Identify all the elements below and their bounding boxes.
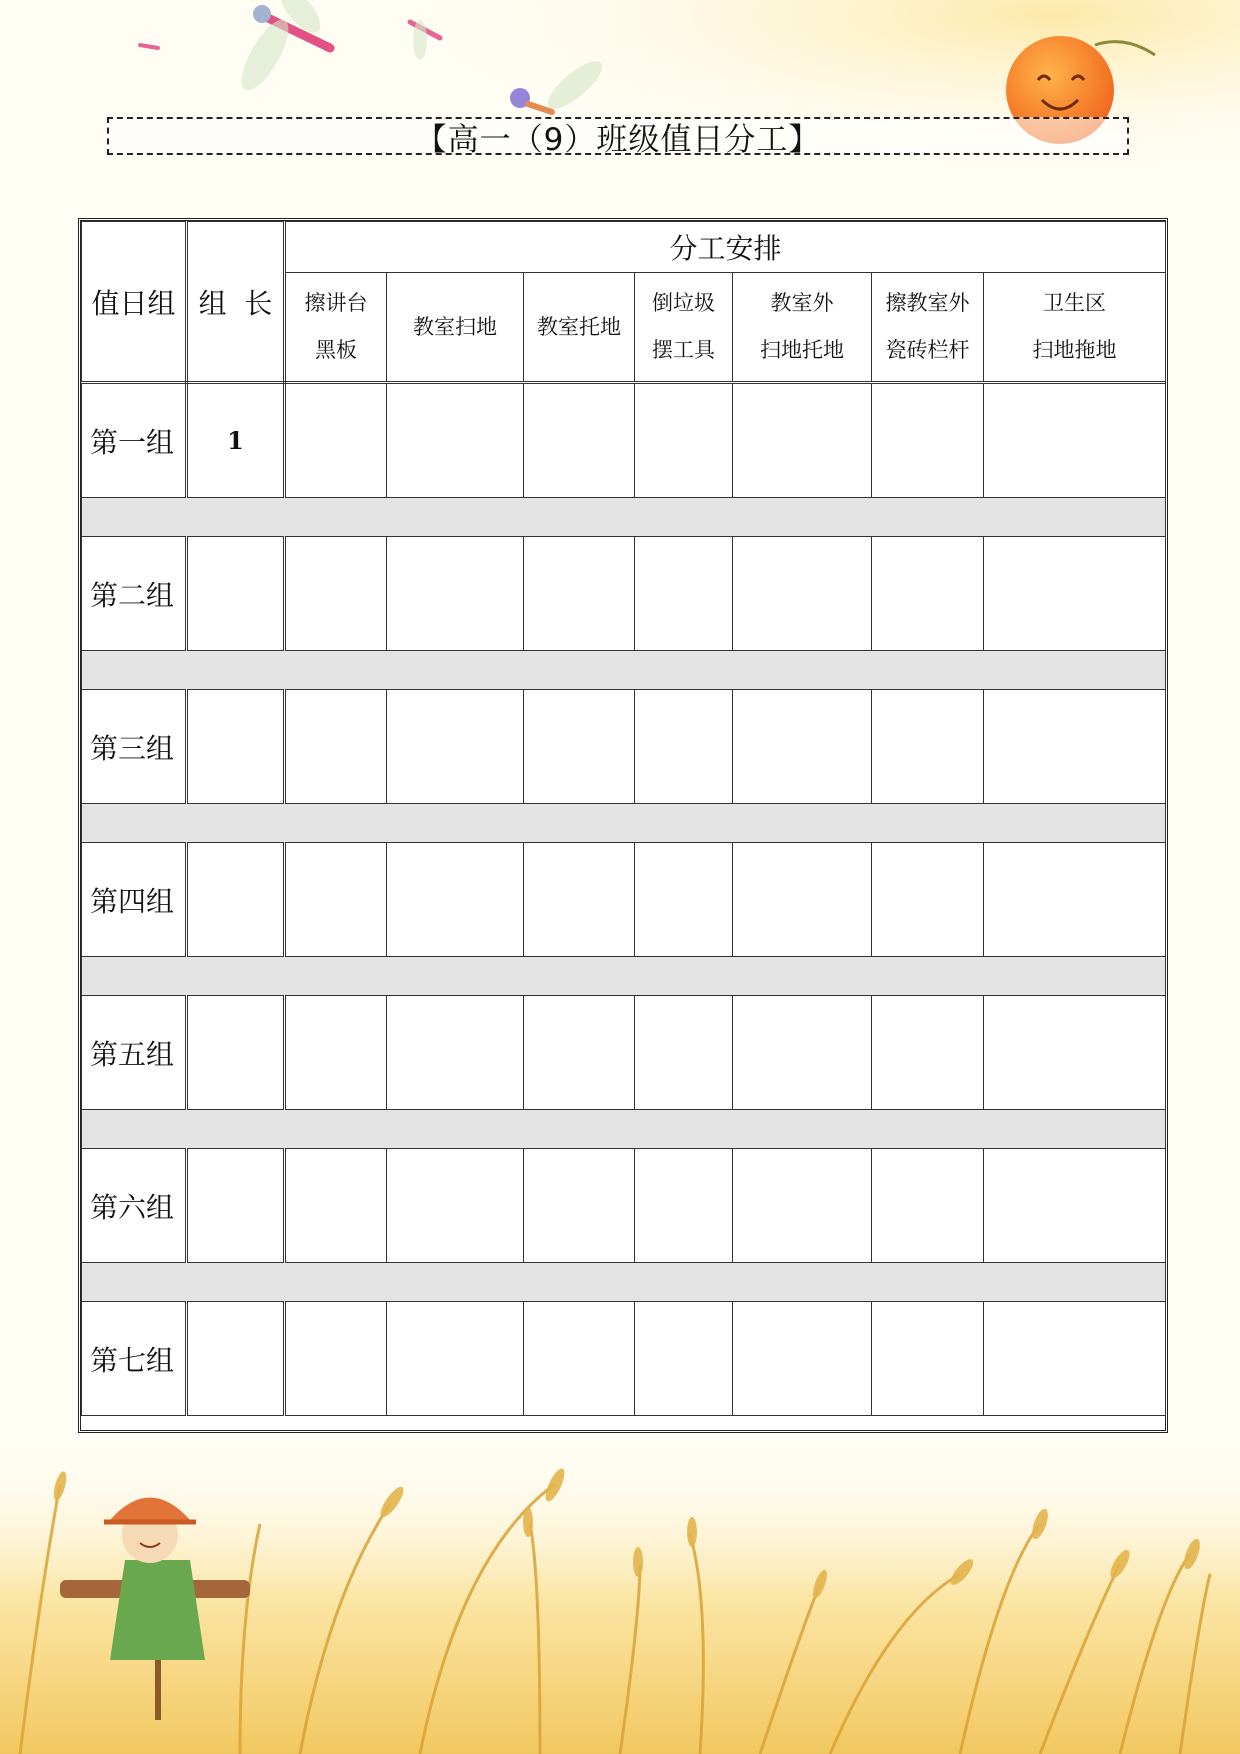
duty-cell[interactable] — [635, 996, 733, 1110]
spacer-cell — [82, 1263, 1166, 1302]
duty-cell[interactable] — [872, 537, 984, 651]
duty-cell[interactable] — [285, 690, 387, 804]
duty-cell[interactable] — [872, 1302, 984, 1416]
task-label-line1: 卫生区 — [1043, 291, 1107, 316]
task-label-line2: 瓷砖栏杆 — [885, 338, 970, 362]
duty-cell[interactable] — [984, 690, 1166, 804]
spacer-cell — [82, 498, 1166, 537]
duty-cell[interactable] — [524, 1149, 635, 1263]
spacer-row — [82, 651, 1166, 690]
table-row — [82, 690, 1166, 804]
duty-cell[interactable] — [387, 690, 524, 804]
duty-cell[interactable] — [635, 690, 733, 804]
duty-cell[interactable] — [733, 1302, 872, 1416]
task-label-line1: 擦教室外 — [885, 291, 970, 316]
duty-cell[interactable] — [635, 537, 733, 651]
table-row — [82, 1149, 1166, 1263]
spacer-row — [82, 804, 1166, 843]
group-leader-cell[interactable] — [187, 843, 285, 957]
duty-cell[interactable] — [285, 537, 387, 651]
duty-cell[interactable] — [285, 996, 387, 1110]
duty-cell[interactable] — [872, 1149, 984, 1263]
header-task-6 — [872, 273, 984, 383]
task-label-line1: 教室扫地 — [413, 314, 497, 339]
duty-cell[interactable] — [524, 996, 635, 1110]
header-group: 值日组 — [82, 222, 187, 383]
spacer-row — [82, 498, 1166, 537]
table-row — [82, 537, 1166, 651]
duty-cell[interactable] — [733, 843, 872, 957]
group-leader-cell[interactable] — [187, 537, 285, 651]
task-label-line2: 扫地拖地 — [1032, 338, 1117, 362]
spacer-row — [82, 1110, 1166, 1149]
table-row — [82, 843, 1166, 957]
duty-cell[interactable] — [524, 690, 635, 804]
duty-cell[interactable] — [387, 1149, 524, 1263]
header-task-7 — [984, 273, 1166, 383]
duty-cell[interactable] — [387, 1302, 524, 1416]
task-label-line1: 倒垃圾 — [652, 291, 715, 316]
title-box — [107, 117, 1129, 158]
duty-table-frame — [78, 218, 1168, 1433]
header-leader: 组 长 — [187, 222, 285, 383]
duty-cell[interactable] — [872, 690, 984, 804]
duty-table — [81, 221, 1166, 1416]
group-leader-cell[interactable] — [187, 1149, 285, 1263]
header-task-5 — [733, 273, 872, 383]
duty-cell[interactable] — [733, 383, 872, 498]
duty-cell[interactable] — [984, 843, 1166, 957]
task-label-line2: 摆工具 — [652, 338, 715, 362]
duty-cell[interactable] — [285, 843, 387, 957]
group-leader-cell[interactable] — [187, 996, 285, 1110]
spacer-cell — [82, 1110, 1166, 1149]
duty-cell[interactable] — [285, 1302, 387, 1416]
header-task-4 — [635, 273, 733, 383]
task-label-line1: 教室外 — [770, 291, 834, 316]
duty-cell[interactable] — [285, 383, 387, 498]
task-label-line1: 教室托地 — [537, 314, 621, 339]
spacer-cell — [82, 651, 1166, 690]
duty-cell[interactable] — [984, 537, 1166, 651]
group-name: 第二组 — [82, 537, 187, 651]
group-leader-cell[interactable]: 1 — [187, 383, 285, 498]
duty-cell[interactable] — [387, 383, 524, 498]
duty-cell[interactable] — [984, 996, 1166, 1110]
task-label-line2: 黑板 — [315, 338, 357, 362]
table-row — [82, 996, 1166, 1110]
task-label-line2: 扫地托地 — [760, 338, 844, 362]
group-name: 第一组 — [82, 383, 187, 498]
duty-cell[interactable] — [524, 843, 635, 957]
header-task-2 — [387, 273, 524, 383]
spacer-cell — [82, 957, 1166, 996]
duty-cell[interactable] — [635, 1302, 733, 1416]
spacer-row — [82, 957, 1166, 996]
duty-cell[interactable] — [524, 383, 635, 498]
duty-cell[interactable] — [635, 1149, 733, 1263]
group-name: 第七组 — [82, 1302, 187, 1416]
duty-cell[interactable] — [984, 383, 1166, 498]
duty-cell[interactable] — [285, 1149, 387, 1263]
header-task-1 — [285, 273, 387, 383]
duty-cell[interactable] — [984, 1149, 1166, 1263]
duty-cell[interactable] — [524, 537, 635, 651]
header-task-3 — [524, 273, 635, 383]
duty-cell[interactable] — [872, 843, 984, 957]
group-name: 第三组 — [82, 690, 187, 804]
duty-cell[interactable] — [733, 537, 872, 651]
task-label-line1: 擦讲台 — [304, 291, 368, 316]
duty-cell[interactable] — [387, 996, 524, 1110]
duty-cell[interactable] — [387, 843, 524, 957]
duty-cell[interactable] — [524, 1302, 635, 1416]
spacer-row — [82, 1263, 1166, 1302]
duty-cell[interactable] — [733, 1149, 872, 1263]
header-tasks: 分工安排 — [285, 222, 1166, 273]
spacer-cell — [82, 804, 1166, 843]
group-leader-cell[interactable] — [187, 690, 285, 804]
table-row — [82, 1302, 1166, 1416]
group-leader-cell[interactable] — [187, 1302, 285, 1416]
duty-cell[interactable] — [635, 383, 733, 498]
group-name: 第六组 — [82, 1149, 187, 1263]
group-name: 第四组 — [82, 843, 187, 957]
page-title: 【高一（9）班级值日分工】 — [415, 121, 821, 158]
duty-cell[interactable] — [733, 996, 872, 1110]
duty-cell[interactable] — [733, 690, 872, 804]
duty-cell[interactable] — [872, 996, 984, 1110]
table-row — [82, 383, 1166, 498]
duty-cell[interactable] — [984, 1302, 1166, 1416]
duty-cell[interactable] — [387, 537, 524, 651]
duty-cell[interactable] — [635, 843, 733, 957]
duty-cell[interactable] — [872, 383, 984, 498]
group-name: 第五组 — [82, 996, 187, 1110]
